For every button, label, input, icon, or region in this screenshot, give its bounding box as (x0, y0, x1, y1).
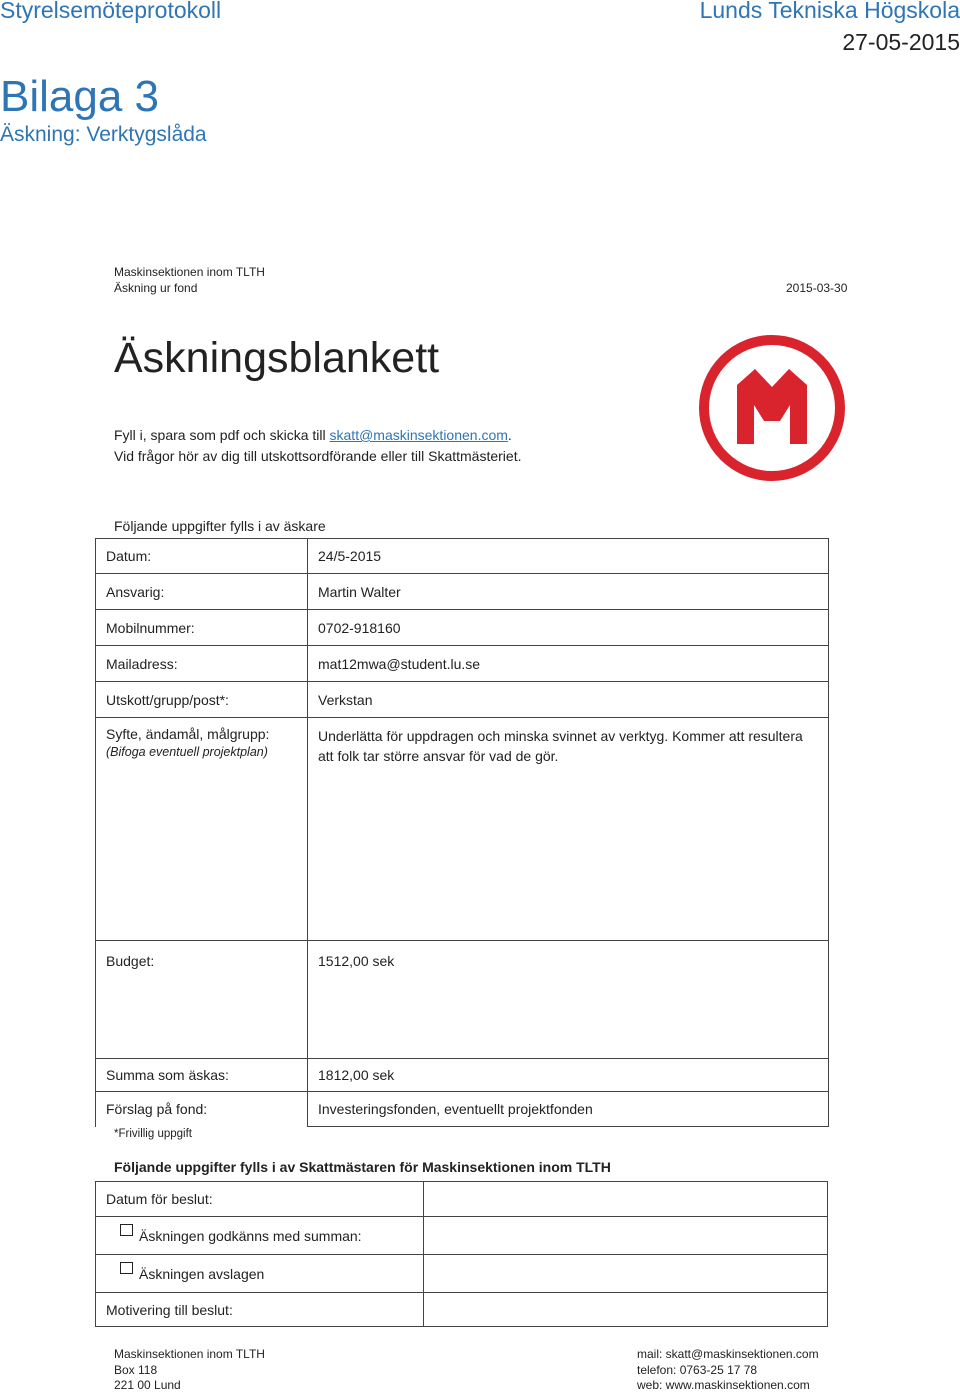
treasurer-section-title (114, 1159, 611, 1175)
approve-checkbox[interactable] (120, 1224, 133, 1236)
form-value[interactable]: Investeringsfonden, eventuellt projektfonden (308, 1092, 829, 1127)
footer-left-line: Maskinsektionen inom TLTH (114, 1347, 265, 1361)
form-value[interactable]: 1812,00 sek (308, 1059, 829, 1092)
maskinsektionen-logo-icon (697, 333, 847, 483)
form-value[interactable]: Underlätta för uppdragen och minska svinnet av verktyg. Kommer att resultera att folk tar större ansvar för vad de gör. (308, 718, 829, 941)
letterhead-date: 2015-03-30 (786, 281, 848, 295)
form-label: Mobilnummer: (96, 610, 308, 646)
form-label: Utskott/grupp/post*: (96, 682, 308, 718)
header-right-title: Lunds Tekniska Högskola (699, 0, 960, 23)
form-row-utskott (96, 682, 829, 718)
treasurer-value[interactable] (424, 1255, 828, 1293)
form-value[interactable]: Verkstan (308, 682, 829, 718)
treasurer-row-motivering (96, 1293, 828, 1327)
form-value[interactable]: 0702-918160 (308, 610, 829, 646)
footer-left (114, 1347, 265, 1394)
treasurer-value[interactable] (424, 1293, 828, 1327)
form-row-ansvarig (96, 574, 829, 610)
email-link[interactable]: skatt@maskinsektionen.com (329, 427, 508, 443)
form-row-datum (96, 539, 829, 574)
applicant-form-table (95, 538, 829, 1127)
letterhead-doc: Äskning ur fond (114, 281, 198, 295)
form-label: Ansvarig: (96, 574, 308, 610)
letterhead-org: Maskinsektionen inom TLTH (114, 265, 265, 279)
form-label-cell (96, 718, 308, 941)
treasurer-form-table (95, 1181, 828, 1327)
form-row-mailadress (96, 646, 829, 682)
treasurer-row-datum (96, 1182, 828, 1217)
form-value[interactable]: Martin Walter (308, 574, 829, 610)
form-label: Syfte, ändamål, målgrupp: (106, 726, 270, 742)
applicant-section-title: Följande uppgifter fylls i av äskare (114, 518, 326, 534)
header-date: 27-05-2015 (842, 29, 960, 55)
footnote: *Frivillig uppgift (114, 1128, 192, 1140)
footer-web: web: www.maskinsektionen.com (637, 1378, 810, 1392)
treasurer-label: Motivering till beslut: (96, 1293, 424, 1327)
form-value[interactable]: 24/5-2015 (308, 539, 829, 574)
treasurer-label-cell (96, 1217, 424, 1255)
treasurer-value[interactable] (424, 1217, 828, 1255)
form-label-note: (Bifoga eventuell projektplan) (106, 745, 268, 759)
form-label: Datum: (96, 539, 308, 574)
form-value[interactable]: 1512,00 sek (308, 941, 829, 1059)
form-value[interactable]: mat12mwa@student.lu.se (308, 646, 829, 682)
treasurer-value[interactable] (424, 1182, 828, 1217)
form-label: Summa som äskas: (96, 1059, 308, 1092)
treasurer-label-cell (96, 1255, 424, 1293)
form-label: Mailadress: (96, 646, 308, 682)
header-left-title: Styrelsemöteprotokoll (0, 0, 222, 23)
instructions-suffix: . (507, 427, 512, 443)
page-title: Bilaga 3 (0, 72, 160, 121)
treasurer-label: Datum för beslut: (96, 1182, 424, 1217)
instructions-line-2: Vid frågor hör av dig till utskottsordförande eller till Skattmästeriet. (114, 448, 522, 464)
form-row-mobilnummer (96, 610, 829, 646)
form-label: Förslag på fond: (96, 1092, 308, 1127)
form-row-syfte (96, 718, 829, 941)
footer-mail: mail: skatt@maskinsektionen.com (637, 1347, 819, 1361)
treasurer-row-avslagen (96, 1255, 828, 1293)
page-subtitle: Äskning: Verktygslåda (0, 123, 207, 146)
reject-checkbox[interactable] (120, 1262, 133, 1274)
treasurer-label: Äskningen avslagen (139, 1265, 265, 1282)
treasurer-section-title-text: Följande uppgifter fylls i av Skattmästaren för Maskinsektionen inom TLTH (114, 1159, 611, 1175)
footer-left-line: 221 00 Lund (114, 1378, 181, 1392)
form-row-budget (96, 941, 829, 1059)
form-label: Budget: (96, 941, 308, 1059)
instructions-line-1 (114, 427, 512, 443)
treasurer-row-godkanns (96, 1217, 828, 1255)
footer-right (637, 1347, 819, 1394)
instructions-prefix: Fyll i, spara som pdf och skicka till (114, 427, 330, 443)
footer-phone: telefon: 0763-25 17 78 (637, 1362, 758, 1377)
footer-left-line: Box 118 (114, 1362, 158, 1377)
treasurer-label: Äskningen godkänns med summan: (139, 1227, 362, 1244)
form-title: Äskningsblankett (114, 334, 440, 382)
form-row-summa (96, 1059, 829, 1092)
form-row-fond (96, 1092, 829, 1127)
